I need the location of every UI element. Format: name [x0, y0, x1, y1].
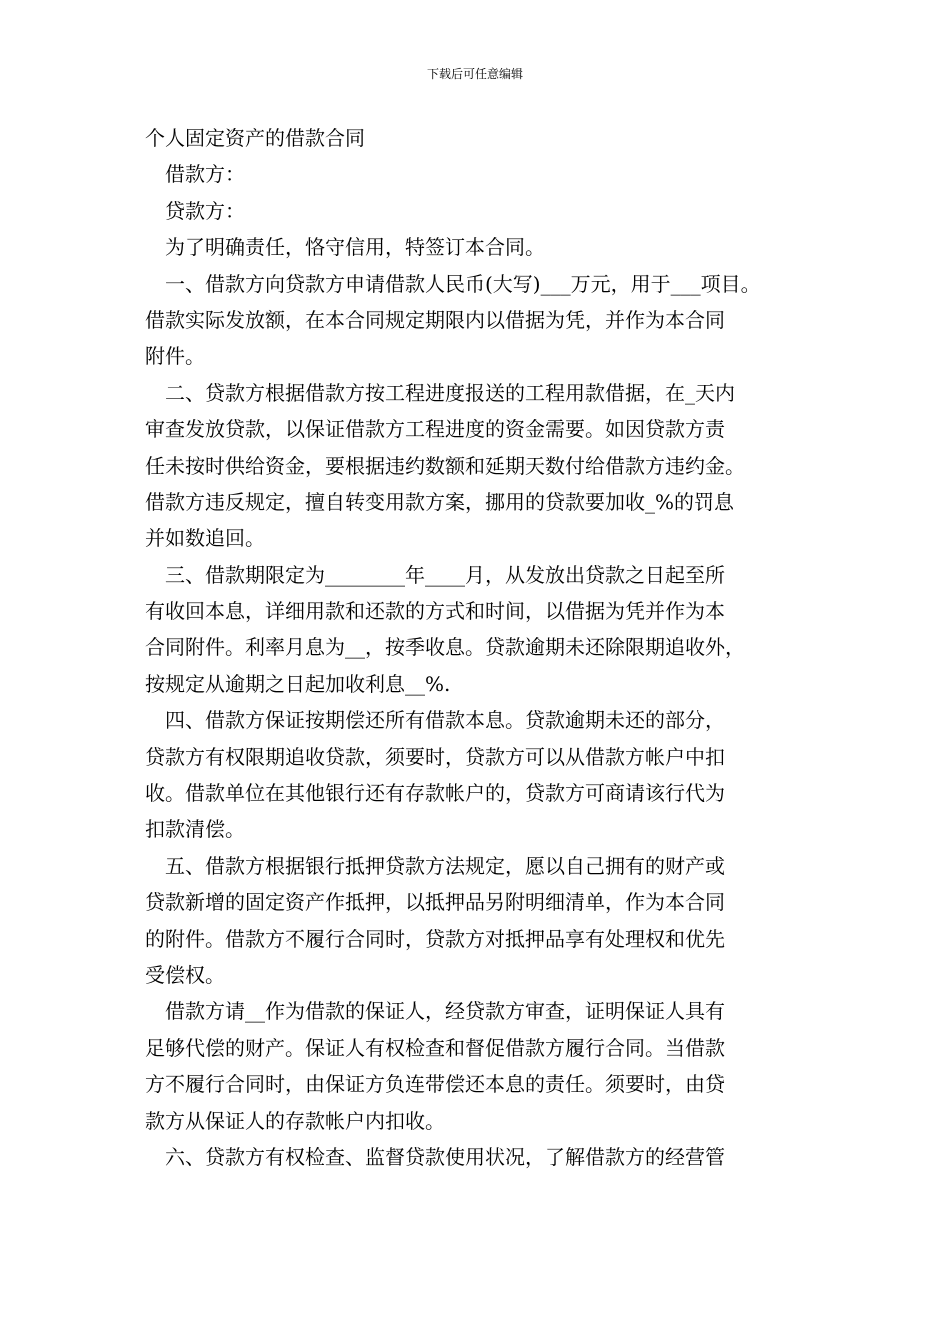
clause-1-line-2: 借款实际发放额，在本合同规定期限内以借据为凭，并作为本合同: [145, 307, 725, 332]
clause-6-line-1: 六、贷款方有权检查、监督贷款使用状况，了解借款方的经营管: [165, 1144, 725, 1169]
clause-3-line-2: 有收回本息，详细用款和还款的方式和时间，以借据为凭并作为本: [145, 599, 725, 624]
page-header: 下载后可任意编辑: [426, 67, 523, 81]
clause-4-line-2: 贷款方有权限期追收贷款，须要时，贷款方可以从借款方帐户中扣: [145, 744, 725, 769]
clause-2-line-2: 审查发放贷款，以保证借款方工程进度的资金需要。如因贷款方责: [145, 417, 725, 442]
clause-2-line-5: 并如数追回。: [145, 526, 265, 551]
guarantor-line-3: 方不履行合同时，由保证方负连带偿还本息的责任。须要时，由贷: [145, 1072, 725, 1097]
clause-5-line-3: 的附件。借款方不履行合同时，贷款方对抵押品享有处理权和优先: [145, 926, 725, 951]
guarantor-line-4: 款方从保证人的存款帐户内扣收。: [145, 1108, 445, 1133]
guarantor-line-1: 借款方请__作为借款的保证人，经贷款方审查，证明保证人具有: [165, 999, 725, 1024]
clause-5-line-2: 贷款新增的固定资产作抵押，以抵押品另附明细清单，作为本合同: [145, 890, 725, 915]
clause-4-line-4: 扣款清偿。: [145, 817, 245, 842]
clause-4-line-3: 收。借款单位在其他银行还有存款帐户的，贷款方可商请该行代为: [145, 781, 725, 806]
document-title: 个人固定资产的借款合同: [145, 126, 365, 150]
document-body: [145, 120, 817, 1175]
clause-1-line-1: 一、借款方向贷款方申请借款人民币(大写)___万元，用于___项目。: [165, 271, 761, 296]
clause-5-line-1: 五、借款方根据银行抵押贷款方法规定，愿以自己拥有的财产或: [165, 853, 725, 878]
clause-3-line-4: 按规定从逾期之日起加收利息__%.: [145, 671, 451, 696]
clause-3-line-3: 合同附件。利率月息为__，按季收息。贷款逾期未还除限期追收外，: [145, 635, 745, 660]
clause-5-line-4: 受偿权。: [145, 962, 225, 987]
clause-2-line-3: 任未按时供给资金，要根据违约数额和延期天数付给借款方违约金。: [145, 453, 745, 478]
preamble-line: 为了明确责任，恪守信用，特签订本合同。: [165, 235, 545, 260]
clause-4-line-1: 四、借款方保证按期偿还所有借款本息。贷款逾期未还的部分，: [165, 708, 725, 733]
clause-3-line-1: 三、借款期限定为________年____月，从发放出贷款之日起至所: [165, 562, 725, 587]
guarantor-line-2: 足够代偿的财产。保证人有权检查和督促借款方履行合同。当借款: [145, 1035, 725, 1060]
lender-line: 贷款方：: [165, 198, 245, 223]
clause-1-line-3: 附件。: [145, 344, 205, 369]
clause-2-line-1: 二、贷款方根据借款方按工程进度报送的工程用款借据，在_天内: [165, 380, 735, 405]
borrower-line: 借款方：: [165, 162, 245, 187]
clause-2-line-4: 借款方违反规定，擅自转变用款方案，挪用的贷款要加收_%的罚息: [145, 489, 735, 514]
